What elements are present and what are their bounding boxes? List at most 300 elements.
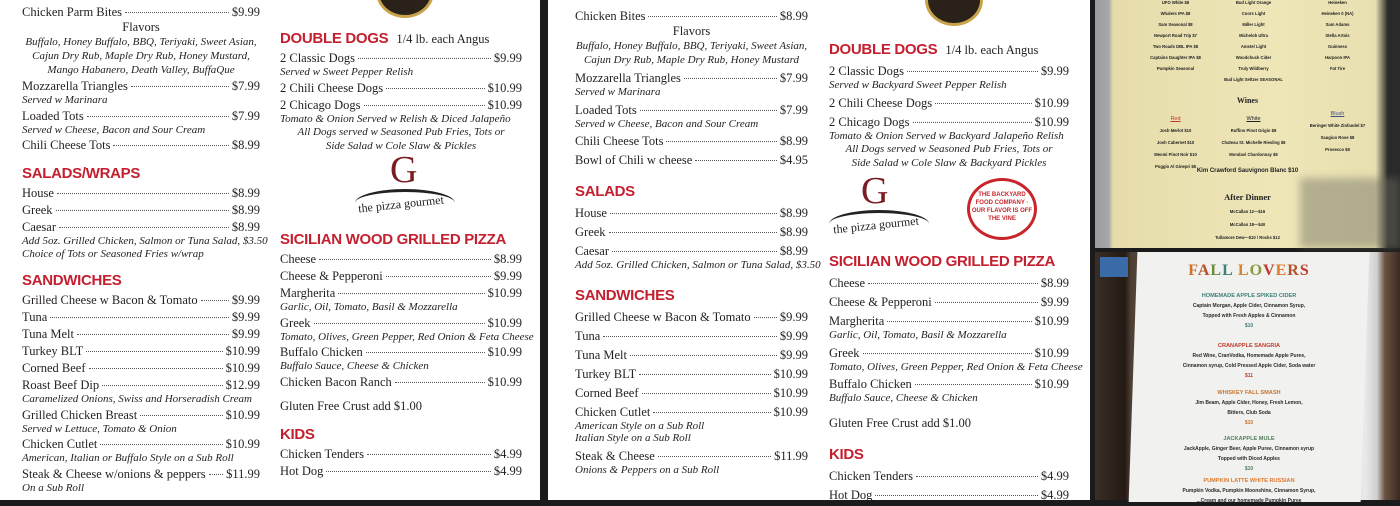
menu-item: [22, 219, 268, 260]
beer-item: UFO White $8: [1161, 0, 1190, 5]
item-price: $8.99: [779, 244, 808, 258]
dot-leader: [863, 353, 1032, 354]
backyard-food-company-logo: THE BACKYARD FOOD COMPANY · OUR FLAVOR IS OFF THE VINE: [967, 178, 1037, 240]
item-price: $10.99: [1034, 345, 1069, 360]
item-name: Chicken Parm Bites: [22, 5, 122, 19]
beer-item: Sam Seasonal $8: [1158, 22, 1193, 27]
menu-note: Gluten Free Crust add $1.00: [829, 415, 971, 430]
wine-category: Red: [1170, 116, 1181, 122]
menu-item: [575, 205, 808, 221]
dot-leader: [913, 122, 1032, 123]
item-description: Choice of Tots or Seasoned Fries w/wrap: [22, 247, 204, 260]
item-name: 2 Chili Cheese Dogs: [280, 80, 384, 95]
item-name: Corned Beef: [575, 385, 639, 400]
item-description: Served w Lettuce, Tomato & Onion: [22, 422, 177, 435]
drink-ingredients: Pumpkin Vodka, Pumpkin Moonshine, Cinnamon Syrup,: [1182, 488, 1316, 494]
dot-leader: [326, 471, 490, 472]
item-description: Served w Cheese, Bacon and Sour Cream: [575, 117, 759, 130]
menu-item: [575, 8, 808, 24]
drink-ingredients: Red Wine, CranVodka, Homemade Apple Puree,: [1192, 353, 1306, 359]
menu-item: [829, 63, 1069, 92]
menu-item: [22, 343, 260, 359]
menu-item-row: [575, 70, 808, 86]
menu-item-row: [575, 205, 808, 221]
menu-item: [575, 133, 808, 149]
section-heading: [280, 425, 522, 445]
menu-item: [22, 4, 260, 20]
item-name: Tuna: [575, 328, 601, 343]
dot-leader: [640, 110, 777, 111]
fall-drink: [1133, 476, 1365, 506]
dot-leader: [77, 334, 229, 335]
menu-item-row: [22, 360, 260, 376]
item-name: Margherita: [280, 286, 336, 300]
menu-item: [280, 446, 522, 462]
section-title: SICILIAN WOOD GRILLED PIZZA: [280, 231, 507, 248]
logo-text: the pizza gourmet: [357, 192, 445, 216]
item-price: $10.99: [487, 315, 522, 330]
menu-item-row: [829, 95, 1069, 111]
menu-item: [280, 285, 522, 314]
menu-item-row: [829, 345, 1069, 361]
dot-leader: [648, 16, 776, 17]
item-price: $4.99: [1040, 487, 1069, 502]
note-line: Cajun Dry Rub, Maple Dry Rub, Honey Mustard: [584, 54, 799, 66]
drink-price: $11: [1244, 373, 1254, 379]
dot-leader: [639, 374, 770, 375]
menu-item-row: [280, 97, 522, 113]
menu-item: [22, 360, 260, 376]
section-heading: [280, 29, 522, 49]
menu-item-row: [22, 292, 260, 308]
restaurant-logo: [280, 0, 522, 18]
drink-ingredients: Topped with Diced Apples: [1218, 456, 1280, 462]
menu-item-row: [280, 463, 522, 479]
menu-item: [829, 313, 1069, 342]
beer-item: Captains Daughter IPA $8: [1150, 55, 1201, 60]
dot-leader: [201, 300, 229, 301]
dot-leader: [653, 412, 770, 413]
drink-name: WHISKEY FALL SMASH: [1217, 390, 1281, 396]
item-description: Tomato, Olives, Green Pepper, Red Onion & Feta Cheese: [829, 360, 1083, 373]
item-price: $11.99: [226, 466, 260, 481]
section-title: KIDS: [829, 445, 864, 463]
menu-item-row: [280, 315, 522, 331]
dot-leader: [916, 476, 1038, 477]
menu-item-row: [280, 344, 522, 360]
item-name: Cheese & Pepperoni: [829, 295, 932, 309]
drink-name: CRANAPPLE SANGRIA: [1217, 343, 1281, 349]
item-price: $9.99: [1040, 64, 1069, 78]
dot-leader: [612, 251, 777, 252]
section-title: SALADS/WRAPS: [22, 165, 141, 182]
tv-screen: [1100, 257, 1128, 277]
menu-item-row: [575, 385, 808, 401]
item-name: Greek: [829, 345, 860, 360]
drink-price: $10: [1244, 466, 1254, 472]
dot-leader: [935, 302, 1038, 303]
menu-item-row: [22, 4, 260, 20]
dot-leader: [364, 105, 485, 106]
section-heading: [575, 182, 808, 202]
menu-item: [280, 97, 522, 126]
item-price: $10.99: [487, 374, 522, 389]
menu-item: [829, 114, 1069, 143]
note-line: Buffalo, Honey Buffalo, BBQ, Teriyaki, Sweet Asian,: [575, 40, 808, 52]
section-heading: [22, 271, 260, 291]
item-name: Loaded Tots: [22, 108, 84, 123]
note-line: Mango Habanero, Death Valley, BuffaQue: [47, 64, 235, 76]
drink-name: HOMEMADE APPLE SPIKED CIDER: [1201, 293, 1297, 299]
wine-column: [1290, 108, 1385, 156]
note-line: All Dogs served w Seasoned Pub Fries, Tots or: [297, 126, 505, 138]
item-name: Tuna: [22, 310, 48, 324]
item-name: Mozzarella Triangles: [22, 79, 128, 93]
menu-item: [575, 448, 808, 477]
item-name: Cheese & Pepperoni: [280, 269, 383, 283]
drink-name: JACKAPPLE MULE: [1223, 436, 1275, 442]
item-name: Chicken Cutlet: [22, 437, 98, 451]
fall-drinks-photo: [1095, 252, 1400, 504]
beer-item: Heineken: [1328, 0, 1347, 5]
dot-leader: [915, 384, 1032, 385]
dot-leader: [319, 259, 491, 260]
beer-item: Amstel Light: [1240, 44, 1267, 49]
note-line: Side Salad w Cole Slaw & Backyard Pickles: [851, 157, 1047, 169]
menu-item: [575, 309, 808, 325]
menu-photo-1: [0, 0, 540, 500]
menu-item-row: [575, 243, 808, 259]
menu-item-row: [280, 268, 522, 284]
centered-note: [829, 142, 1069, 170]
note-line: Cajun Dry Rub, Maple Dry Rub, Honey Mustard,: [32, 50, 250, 62]
menu-item: [829, 345, 1083, 374]
section-title: SICILIAN WOOD GRILLED PIZZA: [829, 253, 1056, 270]
logo-g: G: [390, 149, 418, 191]
item-name: Loaded Tots: [575, 102, 637, 117]
note-line: All Dogs served w Seasoned Pub Fries, Tots or: [845, 143, 1053, 155]
item-price: $10.99: [487, 80, 522, 95]
restaurant-logo: [829, 0, 1069, 26]
beer-item: Guinness: [1327, 44, 1348, 49]
menu-item-row: [575, 102, 808, 118]
menu-item-row: [22, 309, 260, 325]
section-heading: [829, 40, 1069, 60]
item-name: Caesar: [22, 220, 57, 234]
menu-item: [280, 344, 522, 373]
dot-leader: [875, 495, 1037, 496]
item-price: $7.99: [779, 71, 808, 85]
menu-item-row: [280, 446, 522, 462]
item-price: $10.99: [1034, 95, 1069, 110]
item-description: American, Italian or Buffalo Style on a Sub Roll: [22, 452, 234, 464]
dot-leader: [603, 336, 777, 337]
item-description: Onions & Peppers on a Sub Roll: [575, 463, 720, 476]
dot-leader: [100, 444, 222, 445]
logo-g: G: [861, 170, 889, 212]
dot-leader: [935, 103, 1032, 104]
item-description: Tomato, Olives, Green Pepper, Red Onion & Feta Cheese: [280, 330, 534, 343]
item-price: $9.99: [779, 347, 808, 362]
item-name: Chili Cheese Tots: [22, 138, 111, 152]
item-name: Buffalo Chicken: [280, 345, 363, 359]
menu-item-row: [22, 326, 260, 342]
menu-item: [575, 152, 808, 168]
item-name: 2 Chili Cheese Dogs: [829, 95, 933, 110]
beer-item: Woodchuck Cider: [1235, 55, 1272, 60]
menu-item: [280, 463, 522, 479]
item-price: $7.99: [231, 79, 260, 93]
dot-leader: [209, 474, 223, 475]
beer-column: [1290, 0, 1385, 74]
menu-item-row: [829, 487, 1069, 503]
section-heading: [575, 286, 808, 306]
item-price: $10.99: [773, 404, 808, 419]
item-name: Buffalo Chicken: [829, 377, 912, 391]
centered-note: [575, 39, 808, 67]
menu-photo-2: [548, 0, 1090, 500]
centered-note: [22, 35, 260, 77]
shadow: [1300, 178, 1400, 248]
menu-item: [575, 102, 808, 131]
dot-leader: [86, 351, 222, 352]
wine-item: Mondavi Chardonnay $8: [1229, 152, 1278, 157]
note-line: Side Salad w Cole Slaw & Pickles: [325, 140, 477, 152]
beer-item: Pumpkin Seasonal: [1156, 66, 1195, 71]
item-name: Tuna Melt: [22, 327, 74, 341]
dot-leader: [630, 355, 777, 356]
item-price: $12.99: [225, 378, 260, 392]
item-description: Caramelized Onions, Swiss and Horseradish Cream: [22, 393, 252, 405]
beer-item: Bud Light Orange: [1235, 0, 1272, 5]
item-price: $9.99: [1040, 295, 1069, 309]
flavors-label: Flavors: [122, 20, 160, 34]
item-name: 2 Classic Dogs: [829, 64, 904, 78]
item-name: 2 Chicago Dogs: [829, 114, 910, 129]
item-name: 2 Chicago Dogs: [280, 97, 361, 112]
menu-item: [575, 404, 808, 445]
menu-item-row: [280, 374, 522, 390]
wine-category: Blush: [1330, 111, 1345, 117]
item-description: Buffalo Sauce, Cheese & Chicken: [280, 360, 429, 372]
item-price: $8.99: [779, 206, 808, 220]
menu-item-row: [829, 275, 1069, 291]
menu-item-row: [575, 309, 808, 325]
menu-item-row: [575, 404, 808, 420]
menu-item-row: [280, 251, 522, 267]
menu-item: [575, 347, 808, 363]
menu-item: [575, 224, 808, 240]
item-price: $8.99: [779, 9, 808, 23]
section-subtitle: 1/4 lb. each Angus: [396, 32, 490, 46]
menu-item: [280, 374, 522, 390]
menu-item-row: [575, 224, 808, 240]
wine-item: Chateau St. Michelle Riesling $8: [1221, 140, 1286, 145]
item-name: Cheese: [280, 252, 317, 266]
item-price: $9.99: [231, 293, 260, 307]
menu-item-row: [829, 313, 1069, 329]
wine-item: Ruffino Pinot Grigio $8: [1230, 128, 1277, 133]
dot-leader: [50, 317, 229, 318]
beer-item: Newport Road Trip $7: [1153, 33, 1198, 38]
drink-ingredients: JackApple, Ginger Beer, Apple Puree, Cinnamon syrup: [1183, 446, 1315, 452]
item-description: Add 5oz. Grilled Chicken, Salmon or Tuna Salad, $3.50: [22, 235, 268, 247]
menu-item: [22, 377, 260, 406]
after-dinner-item: Tullamore Dew—$10 / Rocks $12: [1215, 235, 1280, 240]
menu-item-row: [22, 108, 260, 124]
beer-item: Heineken 0 (NA): [1321, 11, 1354, 16]
item-price: $10.99: [487, 345, 522, 359]
menu-item-row: [280, 80, 522, 96]
after-dinner-item: McCallan 18—$40: [1229, 222, 1266, 227]
section-title: SALADS: [575, 183, 635, 200]
item-name: Chicken Cutlet: [575, 404, 651, 419]
drink-ingredients: Bitters, Club Soda: [1227, 410, 1271, 416]
flavors-label: Flavors: [672, 24, 711, 38]
wine-category: White: [1246, 116, 1261, 122]
beer-item: Whalers IPA $8: [1160, 11, 1191, 16]
menu-item: [22, 185, 260, 201]
beer-item: Bud Light Seltzer SEASONAL: [1224, 77, 1283, 82]
item-description: Served w Sweet Pepper Relish: [280, 66, 414, 78]
menu-item: [22, 466, 260, 495]
menu-item-row: [22, 466, 260, 482]
item-price: $9.99: [779, 309, 808, 324]
drink-ingredients: Captain Morgan, Apple Cider, Cinnamon Syrup,: [1192, 303, 1306, 309]
menu-item-row: [22, 407, 260, 423]
item-name: Hot Dog: [280, 463, 324, 478]
wine-item: Beringer White Zinfandel $7: [1309, 123, 1366, 128]
beer-item: Truly Wildberry: [1238, 66, 1269, 71]
item-description: Add 5oz. Grilled Chicken, Salmon or Tuna Salad, $3.50: [575, 259, 821, 271]
drink-price: $10: [1244, 420, 1254, 426]
item-name: Mozzarella Triangles: [575, 71, 681, 85]
item-price: $4.99: [1040, 468, 1069, 483]
fall-drink: [1133, 341, 1365, 381]
menu-item: [22, 309, 260, 325]
section-title: DOUBLE DOGS: [829, 41, 938, 58]
menu-item-row: [22, 343, 260, 359]
menu-item-row: [829, 63, 1069, 79]
item-price: $11.99: [774, 448, 808, 463]
fall-drink: [1133, 434, 1365, 474]
menu-item: [829, 294, 1069, 310]
dot-leader: [140, 415, 222, 416]
menu-item-row: [829, 376, 1069, 392]
menu-item: [829, 487, 1069, 503]
wine-item: Saugiuo Rose $8: [1320, 135, 1355, 140]
after-dinner-heading: After Dinner: [1224, 192, 1271, 202]
menu-note: Gluten Free Crust add $1.00: [280, 398, 422, 413]
item-price: $8.99: [493, 252, 522, 266]
dot-leader: [666, 141, 776, 142]
menu-item: [22, 108, 260, 137]
item-price: $7.99: [779, 102, 808, 117]
fall-drink: [1133, 388, 1365, 428]
dot-leader: [868, 283, 1038, 284]
item-name: Greek: [22, 203, 53, 217]
beer-item: Two Roads DBL IPA $8: [1152, 44, 1199, 49]
menu-item-row: [575, 347, 808, 363]
item-price: $8.99: [231, 203, 260, 217]
dot-leader: [395, 382, 485, 383]
menu-item-row: [22, 78, 260, 94]
item-name: Chicken Tenders: [829, 468, 913, 483]
fall-title: FALL LOVERS: [1188, 262, 1310, 279]
item-name: Greek: [280, 315, 311, 330]
item-name: House: [22, 186, 54, 200]
beer-item: Sam Adams: [1325, 22, 1350, 27]
menu-item-row: [280, 50, 522, 66]
item-price: $8.99: [779, 225, 808, 239]
menu-item: [22, 326, 260, 342]
section-heading: [829, 445, 1069, 465]
item-description: Served w Marinara: [22, 94, 108, 106]
item-price: $9.99: [493, 51, 522, 65]
menu-item-row: [280, 285, 522, 301]
drink-name: PUMPKIN LATTE WHITE RUSSIAN: [1203, 478, 1295, 484]
menu-item: [829, 376, 1069, 405]
item-description: Buffalo Sauce, Cheese & Chicken: [829, 392, 978, 404]
dot-leader: [658, 456, 771, 457]
item-description: Served w Cheese, Bacon and Sour Cream: [22, 123, 206, 136]
menu-item: [22, 407, 260, 436]
item-name: Margherita: [829, 314, 885, 328]
menu-item-row: [22, 202, 260, 218]
item-name: Bowl of Chili w cheese: [575, 153, 693, 167]
item-description: Served w Marinara: [575, 86, 661, 98]
section-title: KIDS: [280, 425, 315, 443]
menu-item: [829, 275, 1069, 291]
dot-leader: [684, 78, 777, 79]
dot-leader: [59, 227, 229, 228]
section-heading: [829, 252, 1069, 272]
dot-leader: [131, 86, 229, 87]
item-name: Greek: [575, 225, 606, 239]
section-heading: [22, 164, 260, 184]
section-subtitle: 1/4 lb. each Angus: [945, 43, 1039, 57]
menu-item-row: [575, 133, 808, 149]
dot-leader: [113, 145, 228, 146]
item-description: Garlic, Oil, Tomato, Basil & Mozzarella: [280, 301, 458, 313]
fall-drink: [1133, 291, 1365, 331]
menu-item: [22, 78, 260, 107]
item-price: $10.99: [1034, 114, 1069, 129]
item-price: $8.99: [779, 134, 808, 148]
dot-leader: [57, 193, 229, 194]
item-name: 2 Classic Dogs: [280, 51, 355, 65]
menu-item-row: [575, 8, 808, 24]
item-price: $8.99: [231, 186, 260, 200]
menu-item: [280, 50, 522, 79]
dot-leader: [754, 317, 777, 318]
menu-item: [22, 436, 260, 465]
item-name: Grilled Cheese w Bacon & Tomato: [575, 309, 751, 324]
menu-item-row: [575, 152, 808, 168]
menu-item: [280, 251, 522, 267]
item-price: $4.99: [493, 446, 522, 461]
menu-item: [280, 315, 534, 344]
item-price: $4.99: [493, 463, 522, 478]
item-price: $9.99: [231, 5, 260, 19]
menu-item-row: [22, 219, 260, 235]
dot-leader: [102, 385, 223, 386]
section-heading: [280, 230, 522, 250]
item-description: Italian Style on a Sub Roll: [575, 432, 691, 444]
dot-leader: [887, 321, 1031, 322]
item-description: Tomato & Onion Served w Relish & Diced Jalapeño: [280, 112, 511, 125]
dot-leader: [367, 454, 491, 455]
